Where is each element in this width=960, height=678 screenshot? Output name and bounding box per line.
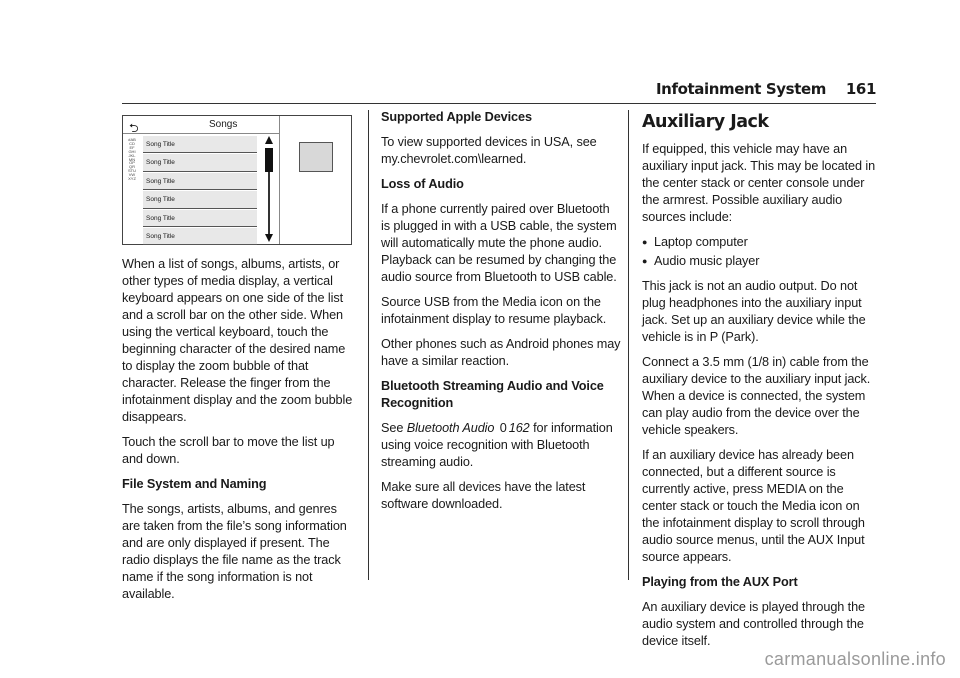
cross-reference-link[interactable]: Bluetooth Audio [406, 421, 495, 435]
paragraph-rest: for information using voice recognition with Bluetooth streaming audio. [381, 421, 613, 469]
list-item: Song Title [143, 191, 257, 208]
paragraph: If a phone currently paired over Bluetooth is plugged in with a USB cable, the system will automatically mute the phone audio. Playback can be resumed by changing the audio source from Bluetooth to USB cable. [381, 202, 617, 284]
songs-screen-illustration [122, 115, 352, 245]
paragraph: To view supported devices in USA, see my.chevrolet.com\learned. [381, 135, 597, 166]
watermark: carmanualsonline.info [764, 649, 946, 669]
paragraph: Connect a 3.5 mm (1/8 in) cable from the auxiliary device to the auxiliary input jack. When a device is connected, the system can play audio from the device over the vehicle speakers. [642, 355, 871, 437]
paragraph: An auxiliary device is played through the audio system and controlled through the device itself. [642, 600, 865, 648]
bullet-list [642, 234, 878, 270]
section-heading: Auxiliary Jack [642, 112, 769, 132]
list-item: Song Title [143, 228, 257, 245]
subheading: Loss of Audio [381, 177, 464, 191]
see-text: See [381, 421, 404, 435]
paragraph: If equipped, this vehicle may have an auxiliary input jack. This may be located in the center stack or center console under the armrest. Possible auxiliary audio sources include: [642, 142, 876, 224]
header-rule [122, 103, 876, 104]
scroll-up-arrow-icon [265, 136, 273, 144]
page-number: 161 [845, 80, 876, 98]
column-1 [122, 256, 358, 611]
paragraph: Touch the scroll bar to move the list up and down. [122, 435, 335, 466]
paragraph [381, 420, 621, 471]
list-item: Song Title [143, 154, 257, 171]
column-divider [628, 110, 629, 580]
paragraph: Source USB from the Media icon on the infotainment display to resume playback. [381, 295, 607, 326]
list-item: Song Title [143, 136, 257, 153]
subheading: Bluetooth Streaming Audio and Voice Recognition [381, 379, 604, 410]
page-reference-icon: 0 [499, 421, 507, 435]
paragraph: If an auxiliary device has already been connected, but a different source is currently active, press MEDIA on the center stack or touch the Media icon on the infotainment display to scroll through audio source menus, until the AUX Input source appears. [642, 448, 865, 564]
panel-divider [279, 116, 280, 244]
paragraph: The songs, artists, albums, and genres are taken from the file’s song information and are only displayed if present. The radio displays the file name as the track name if the song information is not available. [122, 502, 347, 601]
paragraph: Other phones such as Android phones may have a similar reaction. [381, 337, 621, 368]
song-list [143, 136, 257, 246]
column-divider [368, 110, 369, 580]
column-2 [381, 109, 621, 521]
subheading: Playing from the AUX Port [642, 575, 798, 589]
column-3 [642, 111, 878, 658]
paragraph: Make sure all devices have the latest software downloaded. [381, 480, 586, 511]
page-header [656, 80, 876, 98]
paragraph: When a list of songs, albums, artists, or other types of media display, a vertical keyboard appears on one side of the list and a scroll bar on the other side. When using the vertical keyboard, touch the beginning character of the desired name to display the zoom bubble of that character. Release the finger from the infotainment display and the zoom bubble disappears. [122, 257, 353, 424]
list-item: ● Laptop computer [642, 234, 878, 251]
subheading: Supported Apple Devices [381, 110, 532, 124]
list-item: ● Audio music player [642, 253, 878, 270]
album-art-placeholder [299, 142, 333, 172]
cross-reference-page[interactable]: 162 [508, 421, 530, 435]
paragraph: This jack is not an audio output. Do not plug headphones into the auxiliary input jack. Set up an auxiliary device while the vehicle is in P (Park). [642, 279, 866, 344]
list-item: Song Title [143, 173, 257, 190]
scroll-thumb [265, 148, 273, 172]
screen-title: Songs [209, 119, 238, 130]
subheading: File System and Naming [122, 477, 267, 491]
list-item: Song Title [143, 210, 257, 227]
section-title: Infotainment System [656, 80, 826, 98]
title-divider [123, 133, 279, 134]
scroll-down-arrow-icon [265, 234, 273, 242]
back-arrow-icon: ⮌ [129, 121, 139, 135]
vertical-keyboard: #ABCDEFGHIJKLMNOPQRSTUVWXYZ [128, 138, 136, 182]
